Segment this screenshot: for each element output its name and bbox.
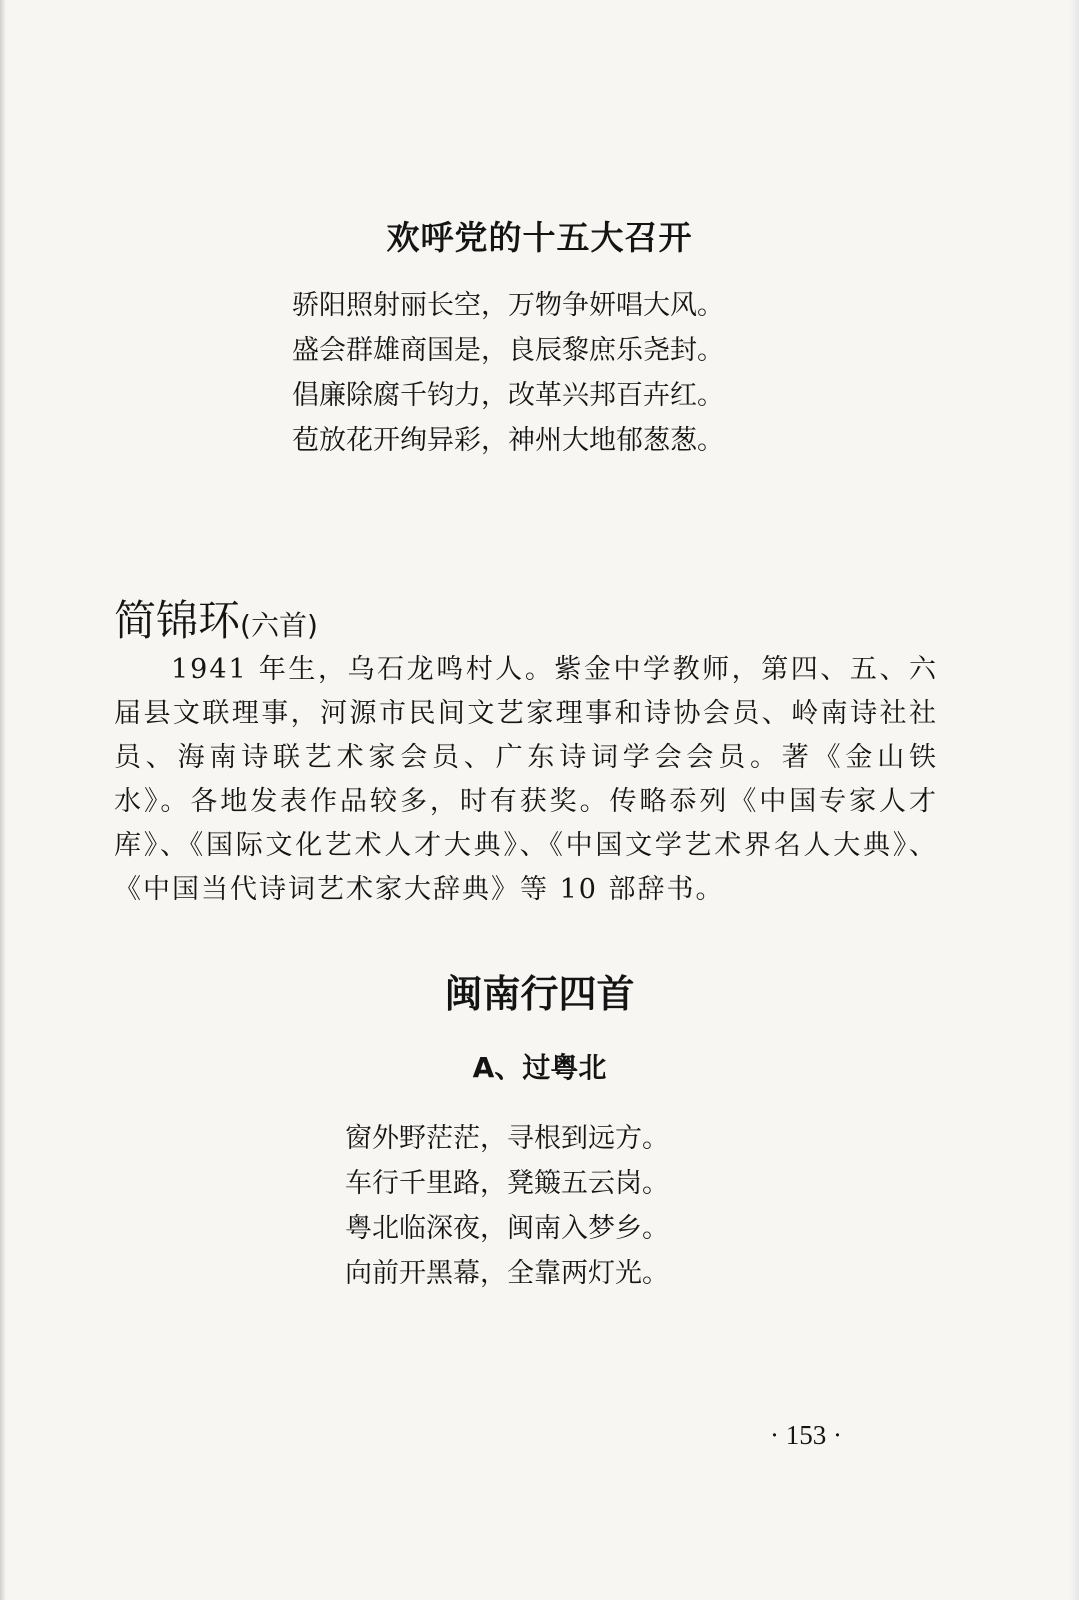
- poem-line: 骄阳照射丽长空，万物争妍唱大风。: [292, 290, 724, 321]
- poem-line: 苞放花开绚异彩，神州大地郁葱葱。: [292, 425, 724, 456]
- poem-body: [292, 283, 812, 463]
- section-title: 闽南行四首: [444, 972, 635, 1016]
- author-heading: [114, 588, 318, 648]
- poem-title: 欢呼党的十五大召开: [386, 218, 693, 257]
- poem-line: 车行千里路，凳簸五云岗。: [345, 1168, 669, 1199]
- poem-line: 粤北临深夜，闽南入梦乡。: [345, 1213, 669, 1244]
- poem-subtitle: A、过粤北: [472, 1051, 607, 1084]
- page-number: · 153 ·: [770, 1420, 842, 1450]
- poem-line: 向前开黑幕，全靠两灯光。: [345, 1258, 669, 1289]
- poem-body: [345, 1116, 765, 1296]
- author-biography: 1941 年生，乌石龙鸣村人。紫金中学教师，第四、五、六届县文联理事，河源市民间文艺家理事和诗协会员、岭南诗社社员、海南诗联艺术家会员、广东诗词学会会员。著《金山铁水》。各地发表作品较多，时有获奖。传略忝列《中国专家人才库》、《国际文化艺术人才大典》、《中国文学艺术界名人大典》、《中国当代诗词艺术家大辞典》等 10 部辞书。: [114, 654, 938, 905]
- poem-line: 窗外野茫茫，寻根到远方。: [345, 1123, 669, 1154]
- poem-count: (六首): [240, 609, 318, 642]
- poem-line: 倡廉除腐千钧力，改革兴邦百卉红。: [292, 380, 724, 411]
- author-name: 简锦环: [114, 596, 241, 645]
- poem-line: 盛会群雄商国是，良辰黎庶乐尧封。: [292, 335, 724, 366]
